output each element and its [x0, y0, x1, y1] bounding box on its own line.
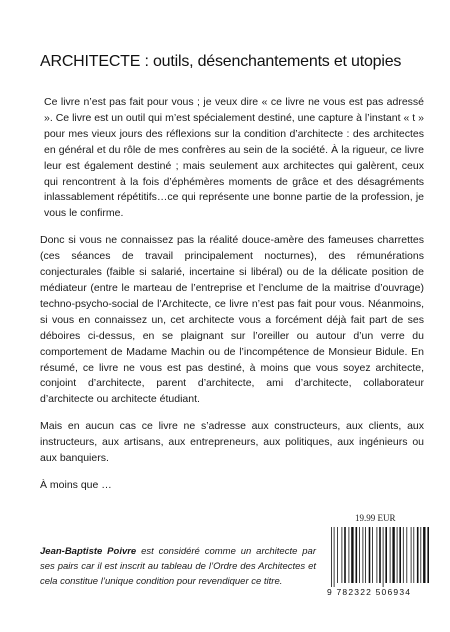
barcode-bar: [427, 527, 429, 583]
paragraph-exclusions: Mais en aucun cas ce livre ne s’adresse aux constructeurs, aux clients, aux instructeurs, aux artisans, aux entrepreneurs, aux politiques, aux ingénieurs ou aux banquiers.: [40, 420, 424, 465]
book-title: ARCHITECTE : outils, désenchantements et utopies: [40, 53, 402, 70]
author-description: est considéré comme un architecte par ses pairs car il est inscrit au tableau de l’Ordre des Architectes et cela constitue l’unique condition pour revendiquer ce titre.: [40, 546, 316, 587]
isbn-number: 9 782322 506934: [327, 587, 412, 597]
barcode-bar: [390, 527, 391, 583]
barcode-bar: [349, 527, 350, 583]
barcode-bar: [423, 527, 425, 583]
author-name: Jean-Baptiste Poivre: [40, 546, 137, 557]
barcode-bar: [383, 527, 384, 587]
paragraph-audience: Donc si vous ne connaissez pas la réalité douce-amère des fameuses charrettes (ces séances de travail principalement nocturnes), des rémunérations conjecturales (faible si salarié, incertaine si libéral) ou de la délicate position de médiateur (entre le marteau de l’entreprise et l’enclume de la maitrise d’ouvrage) techno-psycho-social de l’Architecte, ce livre n’est pas fait pour vous. Néanmoins, si vous en connaissez un, cet architecte vous a forcément déjà fait part de ses déboires ci-dessus, en se plaignant sur l’oreiller ou autour d’un verre du comportement de Madame Machin ou de l’incompétence de Monsieur Bidule. En résumé, ce livre ne vous est pas destiné, à moins que vous soyez architecte, conjoint d’architecte, parent d’architecte, ami d’architecte, collaborateur d’architecte ou architecte étudiant.: [40, 234, 424, 406]
barcode-bar: [379, 527, 381, 583]
barcode-bar: [359, 527, 360, 583]
barcode-bar: [417, 527, 419, 583]
barcode-bar: [363, 527, 364, 583]
barcode-bars: [329, 527, 431, 587]
barcode-bar: [397, 527, 398, 583]
price-label: 19.99 EUR: [355, 513, 396, 523]
barcode-bar: [392, 527, 394, 583]
barcode-bar: [337, 527, 338, 583]
barcode-bar: [342, 527, 343, 583]
paragraph-closing: À moins que …: [40, 478, 112, 491]
barcode-bar: [385, 527, 387, 583]
barcode-bar: [351, 527, 353, 583]
barcode-bar: [403, 527, 404, 583]
barcode-bar: [334, 527, 335, 587]
barcode-bar: [369, 527, 371, 583]
barcode-bar: [372, 527, 373, 583]
barcode-bar: [331, 527, 332, 587]
paragraph-intro: Ce livre n’est pas fait pour vous ; je veux dire « ce livre ne vous est pas adressé ». Ce livre est un outil qui m’est spécialement destiné, une capture à l’instant « t » pour mes vieux jours des réflexions sur la condition d’architecte : des architectes en général et du rôle de mes confrères au sein de la société. À la rigueur, ce livre leur est également destiné ; mais seulement aux architectes qui galèrent, ceux qui rencontrent à la fois d’éphémères moments de grâce et des désagréments inlassablement répétitifs…ce qui représente une bonne partie de la profession, je vous le confirme.: [44, 96, 424, 220]
barcode-bar: [356, 527, 358, 583]
barcode-bar: [420, 527, 421, 583]
barcode-bar: [365, 527, 366, 583]
barcode-bar: [344, 527, 346, 583]
barcode-bar: [411, 527, 412, 583]
back-cover-text: [40, 95, 424, 505]
barcode-bar: [399, 527, 401, 583]
barcode-bar: [377, 527, 378, 583]
barcode-bar: [413, 527, 414, 583]
author-note: [40, 544, 316, 589]
barcode-bar: [406, 527, 407, 583]
